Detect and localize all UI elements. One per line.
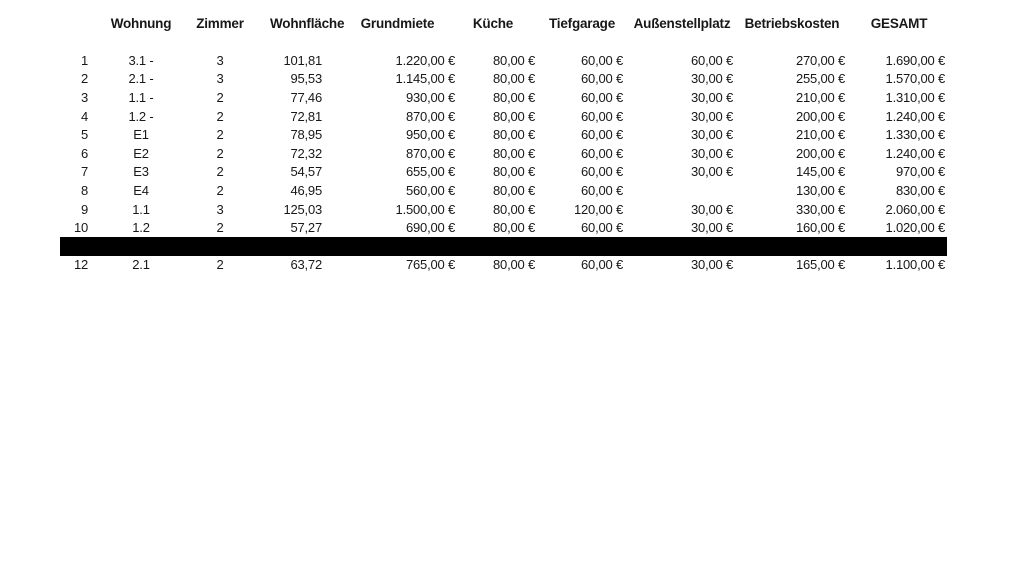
column-header-gesamt: GESAMT	[870, 15, 928, 31]
cell-betriebskosten: 270,00 €	[795, 52, 845, 68]
cell-gesamt: 830,00 €	[895, 182, 945, 198]
cell-wohnung: E4	[133, 182, 149, 198]
cell-zimmer: 2	[216, 164, 224, 180]
cell-kueche: 80,00 €	[493, 257, 535, 273]
cell-betriebskosten: 145,00 €	[795, 164, 845, 180]
cell-tiefgarage: 60,00 €	[581, 52, 623, 68]
cell-grundmiete: 560,00 €	[405, 182, 455, 198]
cell-wohnung: 2.1	[132, 257, 150, 273]
column-header-wohnung: Wohnung	[110, 15, 172, 31]
cell-wohnflaeche: 46,95	[290, 182, 322, 198]
cell-gesamt: 1.240,00 €	[885, 108, 945, 124]
table-row	[40, 181, 945, 200]
cell-row-number: 3	[80, 89, 88, 105]
column-header-wohnflaeche: Wohnfläche	[270, 15, 345, 31]
cell-row-number: 4	[80, 108, 88, 124]
table-row	[40, 51, 945, 70]
cell-tiefgarage: 120,00 €	[573, 201, 623, 217]
cell-wohnflaeche: 77,46	[290, 89, 322, 105]
cell-row-number: 1	[80, 52, 88, 68]
cell-wohnflaeche: 54,57	[290, 164, 322, 180]
cell-wohnflaeche: 101,81	[283, 52, 322, 68]
cell-kueche: 80,00 €	[493, 127, 535, 143]
cell-row-number: 12	[73, 257, 88, 273]
cell-row-number: 2	[80, 71, 88, 87]
cell-kueche: 80,00 €	[493, 89, 535, 105]
cell-zimmer: 2	[216, 220, 224, 236]
cell-betriebskosten: 210,00 €	[795, 89, 845, 105]
cell-aussenstellplatz: 30,00 €	[691, 220, 733, 236]
spacer-row	[40, 40, 945, 51]
column-header-aussenstellplatz: Außenstellplatz	[633, 15, 731, 31]
cell-grundmiete: 765,00 €	[405, 257, 455, 273]
cell-wohnflaeche: 72,81	[290, 108, 322, 124]
cell-betriebskosten: 255,00 €	[795, 71, 845, 87]
cell-aussenstellplatz: 30,00 €	[691, 108, 733, 124]
cell-tiefgarage: 60,00 €	[581, 145, 623, 161]
table-row	[40, 107, 945, 126]
table-row	[40, 218, 945, 237]
cell-wohnflaeche: 63,72	[290, 257, 322, 273]
table-row	[40, 70, 945, 89]
cell-tiefgarage: 60,00 €	[581, 182, 623, 198]
cell-aussenstellplatz: 60,00 €	[691, 52, 733, 68]
cell-zimmer: 3	[216, 71, 224, 87]
cell-gesamt: 970,00 €	[895, 164, 945, 180]
cell-tiefgarage: 60,00 €	[581, 89, 623, 105]
table-row	[40, 256, 945, 275]
cell-betriebskosten: 160,00 €	[795, 220, 845, 236]
cell-gesamt: 1.240,00 €	[885, 145, 945, 161]
cell-grundmiete: 655,00 €	[405, 164, 455, 180]
cell-zimmer: 2	[216, 257, 224, 273]
cell-kueche: 80,00 €	[493, 145, 535, 161]
cell-zimmer: 2	[216, 145, 224, 161]
cell-gesamt: 1.570,00 €	[885, 71, 945, 87]
column-header-kueche: Küche	[472, 15, 514, 31]
cell-betriebskosten: 165,00 €	[795, 257, 845, 273]
table-row	[40, 125, 945, 144]
cell-tiefgarage: 60,00 €	[581, 257, 623, 273]
cell-grundmiete: 930,00 €	[405, 89, 455, 105]
cell-zimmer: 3	[216, 201, 224, 217]
cell-betriebskosten: 330,00 €	[795, 201, 845, 217]
cell-wohnung: 1.1 -	[128, 89, 154, 105]
cell-zimmer: 2	[216, 89, 224, 105]
cell-wohnung: 1.2 -	[128, 108, 154, 124]
cell-kueche: 80,00 €	[493, 164, 535, 180]
cell-aussenstellplatz: 30,00 €	[691, 127, 733, 143]
cell-gesamt: 1.310,00 €	[885, 89, 945, 105]
cell-aussenstellplatz: 30,00 €	[691, 257, 733, 273]
cell-row-number: 10	[73, 220, 88, 236]
column-header-tiefgarage: Tiefgarage	[548, 15, 616, 31]
column-header-grundmiete: Grundmiete	[360, 15, 435, 31]
cell-aussenstellplatz	[623, 181, 733, 200]
cell-wohnung: 1.1	[132, 201, 150, 217]
table-row	[40, 88, 945, 107]
rent-table	[40, 6, 945, 274]
cell-grundmiete: 1.145,00 €	[395, 71, 455, 87]
cell-kueche: 80,00 €	[493, 52, 535, 68]
cell-kueche: 80,00 €	[493, 71, 535, 87]
cell-tiefgarage: 60,00 €	[581, 220, 623, 236]
cell-zimmer: 2	[216, 108, 224, 124]
cell-wohnflaeche: 72,32	[290, 145, 322, 161]
cell-row-number: 9	[80, 201, 88, 217]
cell-wohnflaeche: 78,95	[290, 127, 322, 143]
cell-kueche: 80,00 €	[493, 182, 535, 198]
cell-grundmiete: 870,00 €	[405, 108, 455, 124]
cell-betriebskosten: 130,00 €	[795, 182, 845, 198]
cell-wohnung: E3	[133, 164, 149, 180]
cell-zimmer: 3	[216, 52, 224, 68]
cell-wohnflaeche: 125,03	[283, 201, 322, 217]
cell-tiefgarage: 60,00 €	[581, 127, 623, 143]
cell-grundmiete: 1.220,00 €	[395, 52, 455, 68]
cell-row-number: 6	[80, 145, 88, 161]
cell-row-number: 5	[80, 127, 88, 143]
cell-wohnung: 2.1 -	[128, 71, 154, 87]
cell-aussenstellplatz: 30,00 €	[691, 164, 733, 180]
cell-aussenstellplatz: 30,00 €	[691, 201, 733, 217]
cell-grundmiete: 690,00 €	[405, 220, 455, 236]
cell-grundmiete: 870,00 €	[405, 145, 455, 161]
cell-gesamt: 2.060,00 €	[885, 201, 945, 217]
cell-zimmer: 2	[216, 182, 224, 198]
cell-grundmiete: 950,00 €	[405, 127, 455, 143]
cell-kueche: 80,00 €	[493, 220, 535, 236]
table-row	[40, 144, 945, 163]
cell-gesamt: 1.330,00 €	[885, 127, 945, 143]
column-header-betriebskosten: Betriebskosten	[744, 15, 840, 31]
cell-tiefgarage: 60,00 €	[581, 164, 623, 180]
cell-betriebskosten: 200,00 €	[795, 145, 845, 161]
column-header-row-number	[40, 6, 88, 40]
cell-wohnung: 1.2	[132, 220, 150, 236]
cell-betriebskosten: 200,00 €	[795, 108, 845, 124]
cell-wohnung: E1	[133, 127, 149, 143]
cell-gesamt: 1.690,00 €	[885, 52, 945, 68]
table-row	[40, 163, 945, 182]
cell-wohnung: E2	[133, 145, 149, 161]
cell-gesamt: 1.100,00 €	[885, 257, 945, 273]
table-row	[40, 200, 945, 219]
cell-aussenstellplatz: 30,00 €	[691, 89, 733, 105]
cell-row-number: 7	[80, 164, 88, 180]
header-row	[40, 6, 945, 40]
cell-aussenstellplatz: 30,00 €	[691, 145, 733, 161]
cell-wohnflaeche: 95,53	[290, 71, 322, 87]
cell-grundmiete: 1.500,00 €	[395, 201, 455, 217]
cell-row-number: 8	[80, 182, 88, 198]
column-header-zimmer: Zimmer	[196, 15, 244, 31]
cell-wohnung: 3.1 -	[128, 52, 154, 68]
cell-gesamt: 1.020,00 €	[885, 220, 945, 236]
cell-kueche: 80,00 €	[493, 201, 535, 217]
cell-zimmer: 2	[216, 127, 224, 143]
cell-aussenstellplatz: 30,00 €	[691, 71, 733, 87]
cell-tiefgarage: 60,00 €	[581, 108, 623, 124]
redaction-bar	[60, 237, 947, 256]
cell-wohnflaeche: 57,27	[290, 220, 322, 236]
cell-kueche: 80,00 €	[493, 108, 535, 124]
cell-betriebskosten: 210,00 €	[795, 127, 845, 143]
cell-tiefgarage: 60,00 €	[581, 71, 623, 87]
